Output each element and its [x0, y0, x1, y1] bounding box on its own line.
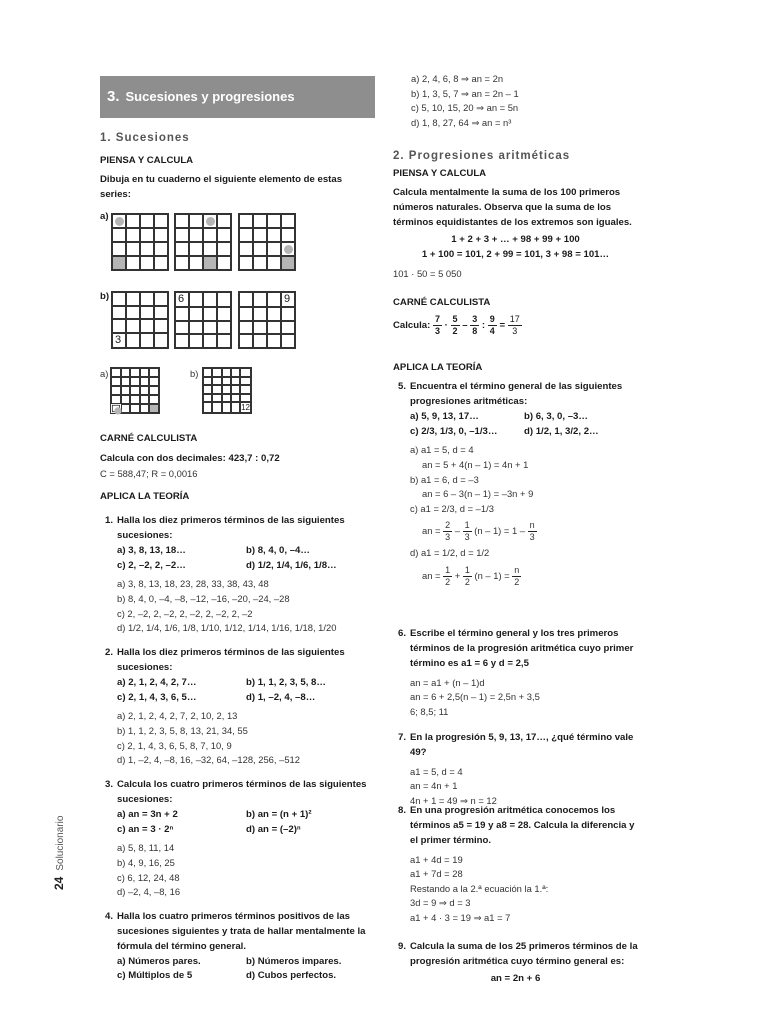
piensa-text-2: Calcula mentalmente la suma de los 100 primeros números naturales. Observa que la suma de los términos equidistantes de los extremos son iguales. — [393, 187, 632, 228]
heading-carne-calculista-2: CARNÉ CALCULISTA — [393, 297, 491, 308]
exercise-5-c-equation: an = $\frac{2}{3}$ – $\frac{1}{3}$ (n – 1) = 1 – $\frac{n}{3}$ — [422, 520, 535, 543]
heading-progresiones: 2. Progresiones aritméticas — [393, 150, 571, 162]
exercise-8-answers: a1 + 4d = 19 a1 + 7d = 28 Restando a la 2.ª ecuación la 1.ª: 3d = 9 ⇒ d = 3 a1 + 4 · 3 = 19 ⇒ a1 = 7 — [410, 853, 549, 923]
series-b-grid-3 — [238, 291, 296, 349]
sum-line-1: 1 + 2 + 3 + … + 98 + 99 + 100 — [451, 234, 580, 245]
answer-a-grid — [110, 367, 160, 414]
exercise-1-answers: a) 3, 8, 13, 18, 23, 28, 33, 38, 43, 48 b) 8, 4, 0, –4, –8, –12, –16, –20, –24, –28 c) 2, –2, 2, –2, 2, –2, 2, –2, 2, –2 d) 1/2, 1/4, 1/6, 1/8, 1/10, 1/12, 1/14, 1/16, 1/18, 1/20 — [117, 578, 337, 634]
exercise-5-text: 5. Encuentra el término general de las siguientes progresiones aritméticas: — [398, 381, 623, 407]
heading-piensa-calcula: PIENSA Y CALCULA — [100, 155, 194, 166]
exercise-1-text: 1. Halla los diez primeros términos de las siguientes sucesiones: — [105, 515, 345, 541]
side-label — [50, 816, 69, 890]
carne-expression: Calcula: $\frac{7}{3}$ · $\frac{5}{2}$ – $\frac{3}{8}$ : $\frac{9}{4}$ = $\frac{17}{3}$ — [393, 314, 520, 336]
exercise-3: 3. Calcula los cuatro primeros términos de las siguientes sucesiones: a) an = 3n + 2 b) an = (n + 1)² c) an = 3 · 2ⁿ d) an = (–2)ⁿ a) 5, 8, 11, 14 b) 4, 9, 16, 25 c) 6, 12, 24, 48 d) –2, 4, –8, 16 — [100, 778, 375, 900]
exercise-6 — [393, 627, 638, 719]
answer-b-label: b) — [190, 368, 199, 379]
series-b-grid-2 — [174, 291, 232, 349]
exercise-6-text: 6. Escribe el término general y los tres primeros términos de la progresión aritmética cuyo primer término es a1 = 6 y d = 2,5 — [398, 628, 634, 669]
piensa-text: Dibuja en tu cuaderno el siguiente elemento de estas series: — [100, 174, 343, 200]
series-a-grid-1 — [111, 213, 169, 271]
exercise-7-text: 7. En la progresión 5, 9, 13, 17…, ¿qué término vale 49? — [398, 732, 634, 758]
heading-aplica-teoria: APLICA LA TEORÍA — [100, 491, 190, 502]
exercise-2-text: 2. Halla los diez primeros términos de las siguientes sucesiones: — [105, 647, 345, 673]
exercise-6-answers: an = a1 + (n – 1)d an = 6 + 2,5(n – 1) = 2,5n + 3,5 6; 8,5; 11 — [410, 676, 540, 717]
exercise-8 — [393, 804, 638, 925]
heading-sucesiones: 1. Sucesiones — [100, 132, 190, 144]
exercise-1: 1. Halla los diez primeros términos de las siguientes sucesiones: a) 3, 8, 13, 18… b) 8, 4, 0, –4… c) 2, –2, 2, –2… d) 1/2, 1/4, 1/6, 1/8… a) 3, 8, 13, 18, 23, 28, 33, 38, 43, 48 b) 8, 4, 0, –4, –8, –12, –16, –20, –24, –28 c) 2, –2, 2, –2, 2, –2, 2, –2, 2, –2 d) 1/2, 1/4, 1/6, 1/8, 1/10, 1/12, 1/14, 1/16, 1/18, 1/20 — [100, 514, 375, 636]
answer-a-label: a) — [100, 368, 109, 379]
heading-aplica-teoria-2: APLICA LA TEORÍA — [393, 362, 483, 373]
series-b-number: 3 — [112, 333, 126, 348]
answer-b-grid — [202, 367, 252, 414]
exercise-2: 2. Halla los diez primeros términos de las siguientes sucesiones: a) 2, 1, 2, 4, 2, 7… b) 1, 1, 2, 3, 5, 8… c) 2, 1, 4, 3, 6, 5… d) 1, –2, 4, –8… a) 2, 1, 2, 4, 2, 7, 2, 10, 2, 13 b) 1, 1, 2, 3, 5, 8, 13, 21, 34, 55 c) 2, 1, 4, 3, 6, 5, 8, 7, 10, 9 d) 1, –2, 4, –8, 16, –32, 64, –128, 256, –512 — [100, 646, 375, 768]
exercise-4-options: a) Números pares. b) Números impares. — [117, 955, 342, 967]
exercise-5: 5. Encuentra el término general de las siguientes progresiones aritméticas: a) 5, 9, 13, 17… b) 6, 3, 0, –3… c) 2/3, 1/3, 0, –1/3… d) 1/2, 1, 3/2, 2… a) a1 = 5, d = 4 an = 5 + 4(n – 1) = 4n + 1 b) a1 = 6, d = –3 an = 6 – 3(n – 1) = –3n + 9 c) a1 = 2/3, d = –1/3 an = $\frac{2}{3}$ – $\frac{1}{3}$ (n – 1) = 1 – $\frac{n}{3}$ d) a1 = 1/2, d = 1/2 an = $\frac{1}{2}$ + $\frac{1}{2}$ (n – 1) = $\frac{n}{2}$ — [393, 380, 638, 591]
exercise-4-answers: a) 2, 4, 6, 8 ⇒ an = 2n b) 1, 3, 5, 7 ⇒ an = 2n – 1 c) 5, 10, 15, 20 ⇒ an = 5n d) 1, 8, 27, 64 ⇒ an = n³ — [411, 73, 519, 128]
section-title: Sucesiones y progresiones — [125, 89, 295, 104]
exercise-9-text: 9. Calcula la suma de los 25 primeros términos de la progresión aritmética cuyo término general es: — [398, 941, 638, 967]
exercise-1-options: a) 3, 8, 13, 18… b) 8, 4, 0, –4… — [117, 544, 310, 556]
exercise-3-answers: a) 5, 8, 11, 14 b) 4, 9, 16, 25 c) 6, 12, 24, 48 d) –2, 4, –8, 16 — [117, 842, 181, 898]
exercise-7-answers: a1 = 5, d = 4 an = 4n + 1 4n + 1 = 49 ⇒ n = 12 — [410, 765, 497, 806]
answer-b-number: 12 — [241, 403, 250, 412]
carne-answer: C = 588,47; R = 0,0016 — [100, 468, 198, 479]
exercise-7 — [393, 731, 638, 808]
exercise-2-options: a) 2, 1, 2, 4, 2, 7… b) 1, 1, 2, 3, 5, 8… — [117, 676, 326, 688]
heading-carne-calculista: CARNÉ CALCULISTA — [100, 433, 198, 444]
exercise-9-formula: an = 2n + 6 — [490, 972, 541, 984]
exercise-4: 4. Halla los cuatro primeros términos positivos de las sucesiones siguientes y trata de hallar mentalmente la fórmula del término general. a) Números pares. b) Números impares. c) Múltiplos de 5 d) Cubos perfectos. — [100, 910, 375, 984]
sum-answer: 101 · 50 = 5 050 — [393, 268, 462, 279]
heading-piensa-calcula-2: PIENSA Y CALCULA — [393, 168, 487, 179]
series-a-label: a) — [100, 211, 109, 222]
exercise-8-text: 8. En una progresión aritmética conocemos los términos a5 = 19 y a8 = 28. Calcula la diferencia y el primer término. — [398, 805, 635, 846]
sum-line-2: 1 + 100 = 101, 2 + 99 = 101, 3 + 98 = 101… — [421, 249, 610, 260]
series-b-label: b) — [100, 291, 110, 302]
exercise-5-d-equation: an = $\frac{1}{2}$ + $\frac{1}{2}$ (n – 1) = $\frac{n}{2}$ — [422, 564, 520, 587]
series-a-grid-3 — [238, 213, 296, 271]
series-b-number: 6 — [175, 292, 189, 307]
solucionario-label: Solucionario — [55, 815, 66, 871]
series-b-grid-1 — [111, 291, 169, 349]
section-number: 3. — [107, 88, 120, 105]
exercise-2-answers: a) 2, 1, 2, 4, 2, 7, 2, 10, 2, 13 b) 1, 1, 2, 3, 5, 8, 13, 21, 34, 55 c) 2, 1, 4, 3, 6, 5, 8, 7, 10, 9 d) 1, –2, 4, –8, 16, –32, 64, –128, 256, –512 — [117, 710, 300, 766]
section-header — [100, 76, 375, 118]
exercise-3-options: a) an = 3n + 2 b) an = (n + 1)² — [117, 808, 312, 820]
series-a-grid-2 — [174, 213, 232, 271]
exercise-4-text: 4. Halla los cuatro primeros términos positivos de las sucesiones siguientes y trata de hallar mentalmente la fórmula del término general. — [105, 911, 366, 952]
exercise-5-answers: a) a1 = 5, d = 4 an = 5 + 4(n – 1) = 4n + 1 b) a1 = 6, d = –3 an = 6 – 3(n – 1) = –3n + 9 c) a1 = 2/3, d = –1/3 an = $\frac{2}{3}$ – $\frac{1}{3}$ (n – 1) = 1 – $\frac{n}{3}$ d) a1 = 1/2, d = 1/2 an = $\frac{1}{2}$ + $\frac{1}{2}$ (n – 1) = $\frac{n}{2}$ — [393, 443, 638, 590]
exercise-3-text: 3. Calcula los cuatro primeros términos de las siguientes sucesiones: — [105, 779, 367, 805]
series-b-number: 9 — [281, 292, 295, 307]
exercise-5-options: a) 5, 9, 13, 17… b) 6, 3, 0, –3… — [410, 410, 588, 422]
exercise-9 — [393, 940, 638, 987]
carne-text: Calcula con dos decimales: 423,7 : 0,72 — [100, 453, 280, 464]
page-number: 24 — [52, 876, 66, 890]
